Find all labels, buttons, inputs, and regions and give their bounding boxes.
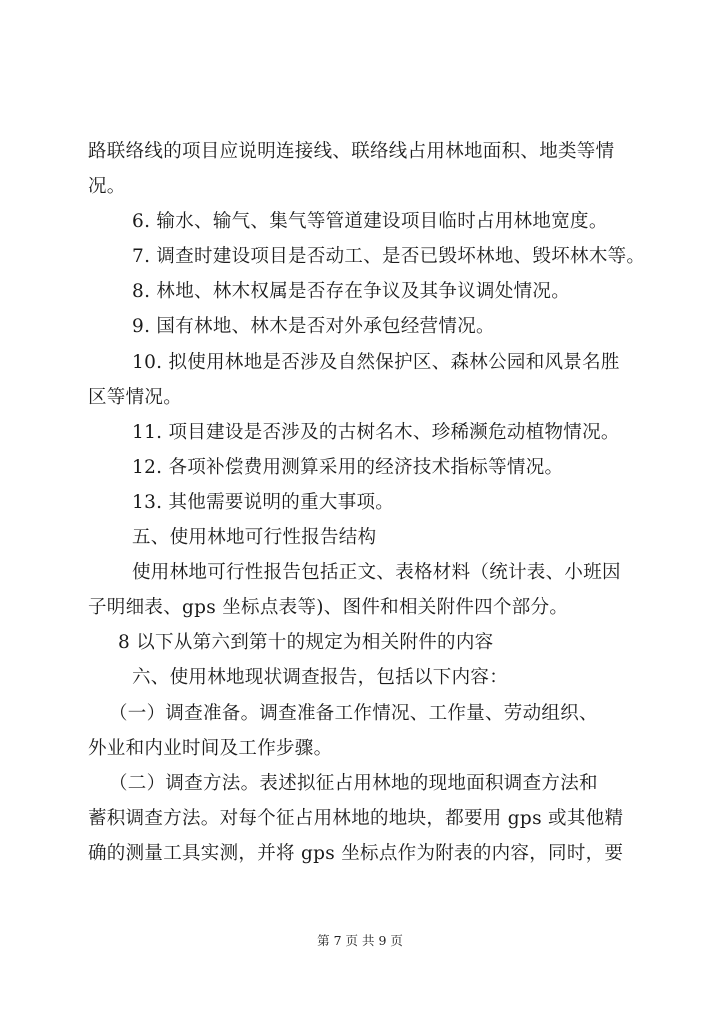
document-body [88,134,648,871]
text-line: （二）调查方法。表述拟征占用林地的现地面积调查方法和 [109,772,598,794]
text-line: 使用林地可行性报告包括正文、表格材料（统计表、小班因 [132,562,621,584]
text-line: 况。 [88,176,126,198]
text-line: 10. 拟使用林地是否涉及自然保护区、森林公园和风景名胜 [132,351,620,373]
text-line: 8 以下从第六到第十的规定为相关附件的内容 [118,632,494,654]
text-line: 区等情况。 [88,386,183,408]
text-line: 子明细表、gps 坐标点表等)、图件和相关附件四个部分。 [88,597,569,619]
page-footer: 第 7 页 共 9 页 [317,933,403,948]
text-line: 路联络线的项目应说明连接线、联络线占用林地面积、地类等情 [88,141,615,162]
text-line: （一）调查准备。调查准备工作情况、工作量、劳动组织、 [109,702,598,724]
text-line: 五、使用林地可行性报告结构 [132,527,377,549]
text-line: 蓄积调查方法。对每个征占用林地的地块，都要用 gps 或其他精 [88,807,624,829]
text-line: 6. 输水、输气、集气等管道建设项目临时占用林地宽度。 [132,211,608,233]
text-line: 7. 调查时建设项目是否动工、是否已毁坏林地、毁坏林木等。 [132,246,646,268]
text-line: 8. 林地、林木权属是否存在争议及其争议调处情况。 [132,281,571,303]
text-line: 确的测量工具实测，并将 gps 坐标点作为附表的内容，同时，要 [88,842,624,864]
text-line: 12. 各项补偿费用测算采用的经济技术指标等情况。 [132,456,564,478]
text-line: 9. 国有林地、林木是否对外承包经营情况。 [132,316,495,338]
text-line: 11. 项目建设是否涉及的古树名木、珍稀濒危动植物情况。 [132,421,620,443]
text-line: 13. 其他需要说明的重大事项。 [132,491,395,513]
text-line: 外业和内业时间及工作步骤。 [88,737,333,759]
text-line: 六、使用林地现状调查报告，包括以下内容： [132,667,509,689]
